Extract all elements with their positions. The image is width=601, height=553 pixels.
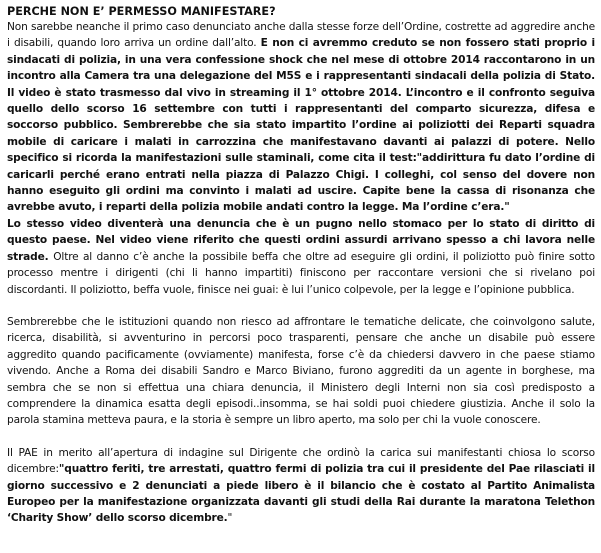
paragraph-1-bold-quote: E non ci avremmo creduto se non fossero stati proprio i sindacati di polizia, in una vera confessione shock che nel mese di ottobre 2014 raccontarono in un incontro alla Camera tra una delegazione del M5S e i rappresentanti sindacali della polizia di Stato. Il video è stato trasmesso dal vivo in streaming il 1° ottobre 2014. L’incontro e il confronto seguiva quello dello scorso 16 settembre con tutti i rappresentanti del comparto sicurezza, difesa e soccorso pubblico. Sembrerebbe che sia stato impartito l’ordine ai poliziotti dei Reparti squadra mobile di caricare i malati in carrozzina che manifestavano davanti ai palazzi di potere. Nello specifico si ricorda la manifestazioni sulle staminali, come cita il test:"addirittura fu dato l’ordine di caricarli perché erano entrati nella piazza di Palazzo Chigi. I colleghi, col senso del dovere non hanno eseguito gli ordini ma convinto i malati ad uscire. Capite bene la cassa di risonanza che avrebbe avuto, i reparti della polizia mobile andati contro la legge. Ma l’ordine c’era." <box>7 37 595 214</box>
paragraph-3-bold-quote: "quattro feriti, tre arrestati, quattro fermi di polizia tra cui il presidente del Pae rilasciati il giorno successivo e 2 denunciati a piede libero è il bilancio che è costato al Partito Animalista Europeo per la manifestazione organizzata davanti gli studi della Rai durante la maratona Telethon ‘Charity Show’ dello scorso dicembre. <box>7 463 595 525</box>
paragraph-1-conclusion: Oltre al danno c’è anche la possibile beffa che oltre ad eseguire gli ordini, il poliziotto può finire sotto processo mentre i dirigenti (chi li hanno impartiti) finiscono per raccontare versioni che si rivelano poi discordanti. Il poliziotto, beffa vuole, finisce nei guai: è lui l’unico colpevole, per la legge e l’opinione pubblica. <box>7 250 595 296</box>
paragraph-3-intro: Il PAE in merito all’apertura di indagine sul Dirigente che ordinò la carica sui manifestanti chiosa lo scorso dicembre: <box>7 446 595 476</box>
article-title: PERCHE NON E’ PERMESSO MANIFESTARE? <box>7 5 276 18</box>
paragraph-3 <box>7 445 595 527</box>
paragraph-1 <box>7 19 595 298</box>
paragraph-2: Sembrerebbe che le istituzioni quando non riesco ad affrontare le tematiche delicate, che coinvolgono salute, ricerca, disabilità, si avventurino in percorsi poco trasparenti, pensare che anche un disabile può essere aggredito quando pacificamente (ovviamente) manifesta, forse c’è da chiedersi davvero in che paese stiamo vivendo. Anche a Roma dei disabili Sandro e Marco Biviano, furono aggrediti da un agente in borghese, ma sembra che se non si effettua una chiara denuncia, il Ministero degli Interni non sia così predisposto a comprendere la dinamica esatta degli episodi..insomma, se hai soldi puoi chiedere giustizia. Anche il solo la parola stamina metteva paura, e la storia è sempre un libro aperto, ma solo per chi la vuole conoscere. <box>7 315 595 427</box>
paragraph-1-bold-denuncia: Lo stesso video diventerà una denuncia che è un pugno nello stomaco per lo stato di diritto di questo paese. Nel video viene riferito che questi ordini assurdi arrivano spesso a chi lavora nelle strade. <box>7 217 595 263</box>
paragraph-3-closing-quote: " <box>227 512 233 525</box>
paragraph-1-intro: Non sarebbe neanche il primo caso denunciato anche dalla stesse forze dell’Ordine, costrette ad aggredire anche i disabili, quando loro arriva un ordine dall’alto. <box>7 21 595 50</box>
